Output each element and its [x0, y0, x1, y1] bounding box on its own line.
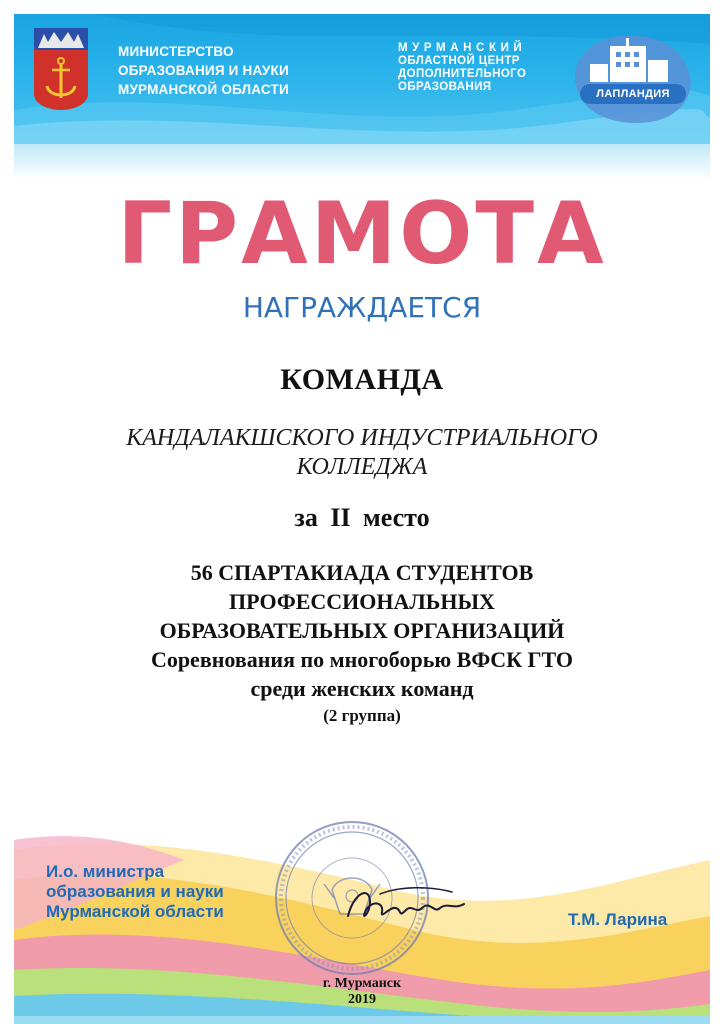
- signer-title-line: И.о. министра: [46, 862, 165, 881]
- signer-title-line: Мурманской области: [46, 902, 224, 921]
- organization-line: КАНДАЛАКШСКОГО ИНДУСТРИАЛЬНОГО: [126, 425, 598, 451]
- issue-year: 2019: [348, 992, 376, 1007]
- signer-title-line: образования и науки: [46, 882, 224, 901]
- ministry-line: МИНИСТЕРСТВО: [118, 44, 234, 59]
- award-place: за II место: [294, 503, 430, 532]
- event-line: среди женских команд: [250, 676, 474, 701]
- center-line: ОБРАЗОВАНИЯ: [398, 81, 492, 93]
- ministry-line: ОБРАЗОВАНИЯ И НАУКИ: [118, 63, 289, 78]
- organization-line: КОЛЛЕДЖА: [296, 454, 428, 480]
- ministry-name: [118, 42, 289, 99]
- regional-center-name: [398, 42, 526, 94]
- recipient-label: КОМАНДА: [280, 363, 444, 396]
- signer-title: [46, 862, 224, 922]
- center-line: ОБЛАСТНОЙ ЦЕНТР: [398, 55, 520, 67]
- event-line: ОБРАЗОВАТЕЛЬНЫХ ОРГАНИЗАЦИЙ: [159, 618, 565, 643]
- event-group: (2 группа): [323, 706, 401, 725]
- issue-city: г. Мурманск: [322, 976, 402, 991]
- coat-of-arms-icon: [34, 28, 88, 110]
- ministry-line: МУРМАНСКОЙ ОБЛАСТИ: [118, 82, 289, 97]
- lapland-logo-label: ЛАПЛАНДИЯ: [580, 84, 686, 104]
- lapland-center-logo-icon: [566, 26, 696, 126]
- header-fade: [14, 144, 710, 180]
- certificate-title: ГРАМОТА: [117, 184, 607, 284]
- event-line: Соревнования по многоборью ВФСК ГТО: [150, 647, 574, 672]
- awarded-heading: НАГРАЖДАЕТСЯ: [242, 291, 482, 324]
- recipient-organization: [0, 424, 724, 482]
- event-line: ПРОФЕССИОНАЛЬНЫХ: [229, 589, 495, 614]
- signer-name: Т.М. Ларина: [568, 910, 668, 929]
- center-line: ДОПОЛНИТЕЛЬНОГО: [398, 68, 527, 80]
- center-line: МУРМАНСКИЙ: [398, 42, 527, 54]
- event-line: 56 СПАРТАКИАДА СТУДЕНТОВ: [190, 560, 534, 585]
- signature-icon: [340, 880, 470, 930]
- event-description: [0, 558, 724, 729]
- header-band: [14, 14, 710, 144]
